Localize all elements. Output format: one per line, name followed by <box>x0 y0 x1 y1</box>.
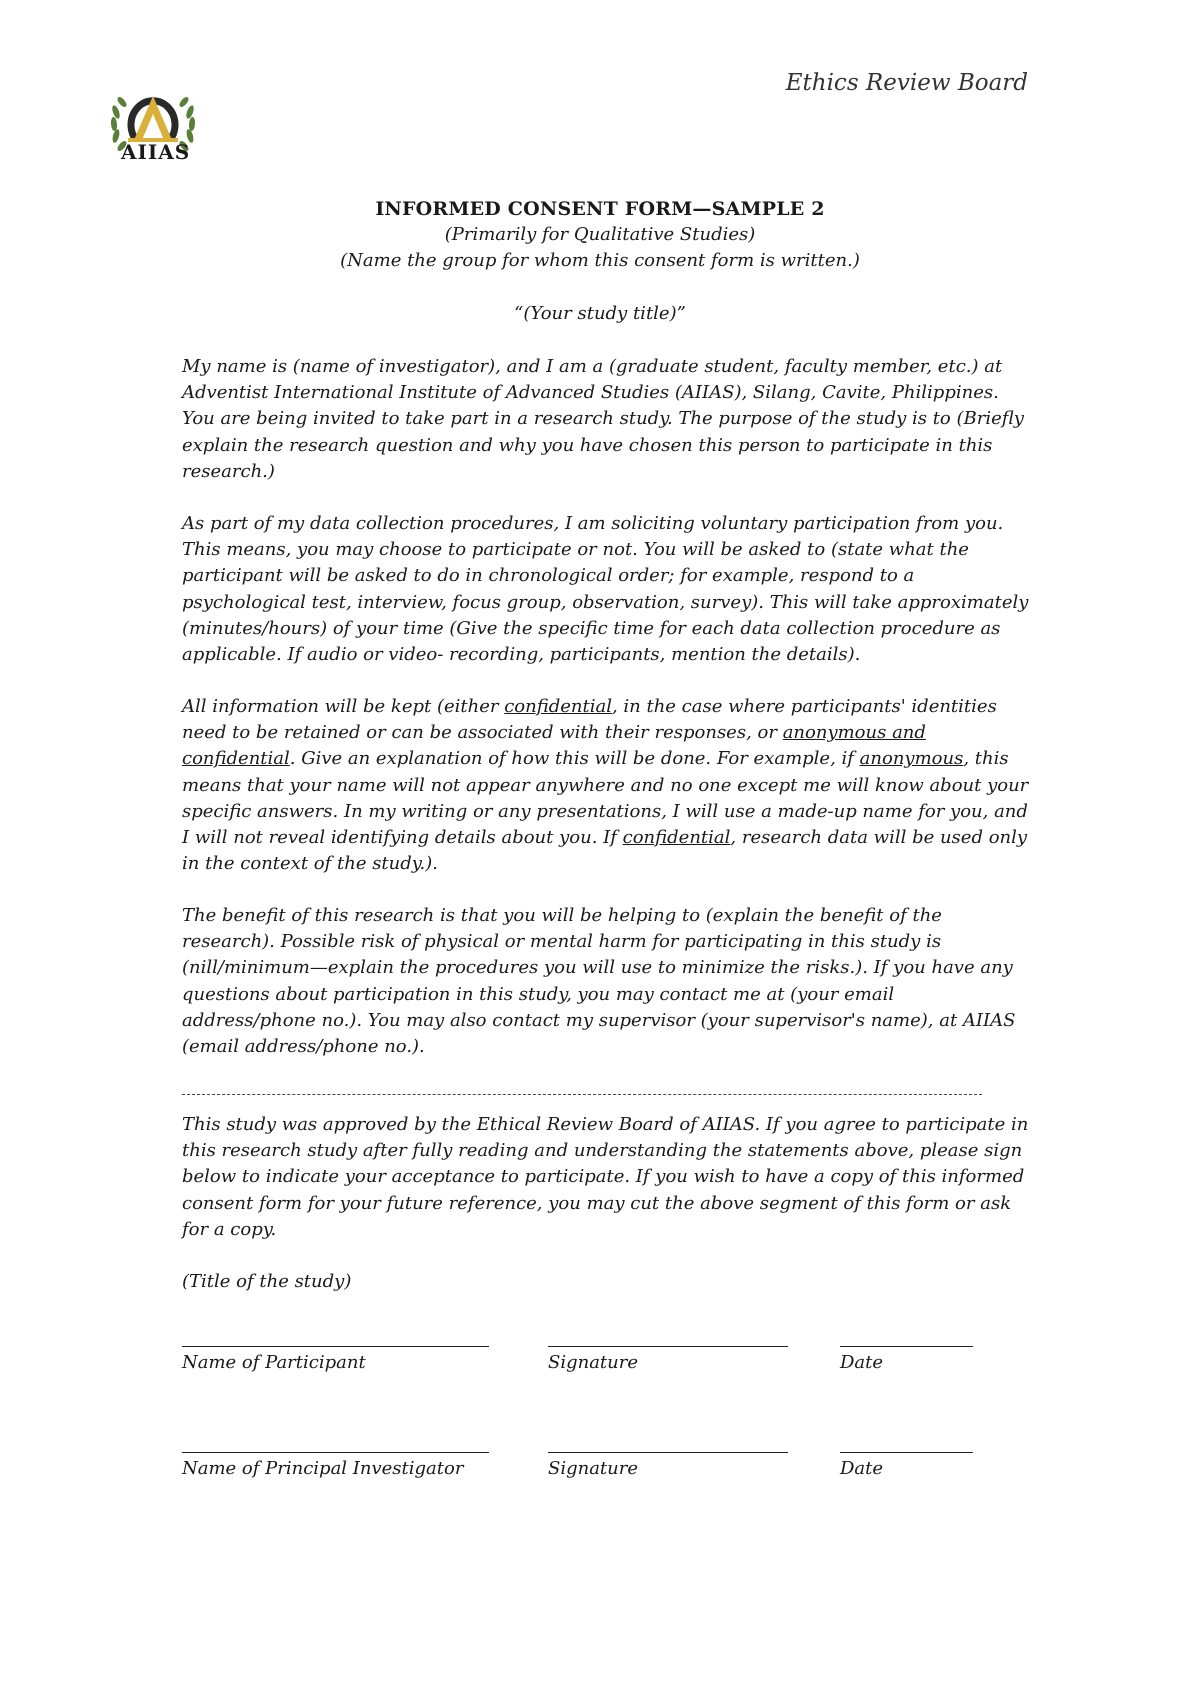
study-title: “(Your study title)” <box>514 303 686 324</box>
participant-date-label: Date <box>840 1352 884 1373</box>
participant-name-label: Name of Participant <box>182 1352 366 1373</box>
investigator-name-line[interactable] <box>182 1452 489 1453</box>
cut-line-divider <box>182 1094 982 1095</box>
confidentiality-text-4: , this means that your name will not appear anywhere and no one except me will know about your specific answers. In my writing or any presentations, I will use a made-up name for you, and I will not reveal identifying details about you. If <box>182 748 1029 849</box>
investigator-date-label: Date <box>840 1458 884 1479</box>
confidentiality-text-3: . Give an explanation of how this will be done. For example, if <box>289 748 860 770</box>
participant-signature-label: Signature <box>548 1352 639 1373</box>
investigator-signature-line[interactable] <box>548 1452 788 1453</box>
paragraph-procedures: As part of my data collection procedures, I am soliciting voluntary participation from you. This means, you may choose to participate or not. You will be asked to (state what the participant will be asked to do in chronological order; for example, respond to a psychological test, interview, focus group, observation, survey). This will take approximately (minutes/hours) of your time (Give the specific time for each data collection procedure as applicable. If audio or video- recording, participants, mention the details). <box>182 513 1029 666</box>
investigator-date-line[interactable] <box>840 1452 973 1453</box>
paragraph-introduction: My name is (name of investigator), and I am a (graduate student, faculty member, etc.) at Adventist International Institute of Advanced Studies (AIIAS), Silang, Cavite, Philippines. You are being invited to take part in a research study. The purpose of the study is to (Briefly explain the research question and why you have chosen this person to participate in this research.) <box>182 356 1024 482</box>
paragraph-benefits-risks: The benefit of this research is that you will be helping to (explain the benefit of the research). Possible risk of physical or mental harm for participating in this study is (nill/minimum—explain the procedures you will use to minimize the risks.). If you have any questions about participation in this study, you may contact me at (your email address/phone no.). You may also contact my supervisor (your supervisor's name), at AIIAS (email address/phone no.). <box>182 905 1016 1058</box>
form-subtitle-2: (Name the group for whom this consent form is written.) <box>340 250 860 271</box>
study-title-placeholder: (Title of the study) <box>182 1271 352 1292</box>
form-title: INFORMED CONSENT FORM—SAMPLE 2 <box>375 198 825 220</box>
confidential-term: confidential <box>504 696 612 717</box>
paragraph-confidentiality <box>182 694 1032 877</box>
confidentiality-text-5: , research data will be used only in the context of the study.). <box>182 827 1028 875</box>
confidentiality-text-2: , in the case where participants' identities need to be retained or can be associated with their responses, or <box>182 696 997 744</box>
participant-name-line[interactable] <box>182 1346 489 1347</box>
investigator-signature-label: Signature <box>548 1458 639 1479</box>
paragraph-approval: This study was approved by the Ethical Review Board of AIIAS. If you agree to participate in this research study after fully reading and understanding the statements above, please sign below to indicate your acceptance to participate. If you wish to have a copy of this informed consent form for your future reference, you may cut the above segment of this form or ask for a copy. <box>182 1114 1029 1240</box>
investigator-name-label: Name of Principal Investigator <box>182 1458 464 1479</box>
anonymous-confidential-term: anonymous and confidential <box>182 722 926 770</box>
confidential-term-2: confidential <box>622 827 731 849</box>
logo-text: AIIAS <box>121 140 191 164</box>
form-subtitle-1: (Primarily for Qualitative Studies) <box>444 224 756 245</box>
participant-date-line[interactable] <box>840 1346 973 1347</box>
anonymous-term: anonymous <box>859 748 964 770</box>
ethics-review-board-header: Ethics Review Board <box>785 70 1028 96</box>
confidentiality-text-1: All information will be kept (either <box>182 696 505 717</box>
participant-signature-line[interactable] <box>548 1346 788 1347</box>
title-block <box>0 196 1200 274</box>
